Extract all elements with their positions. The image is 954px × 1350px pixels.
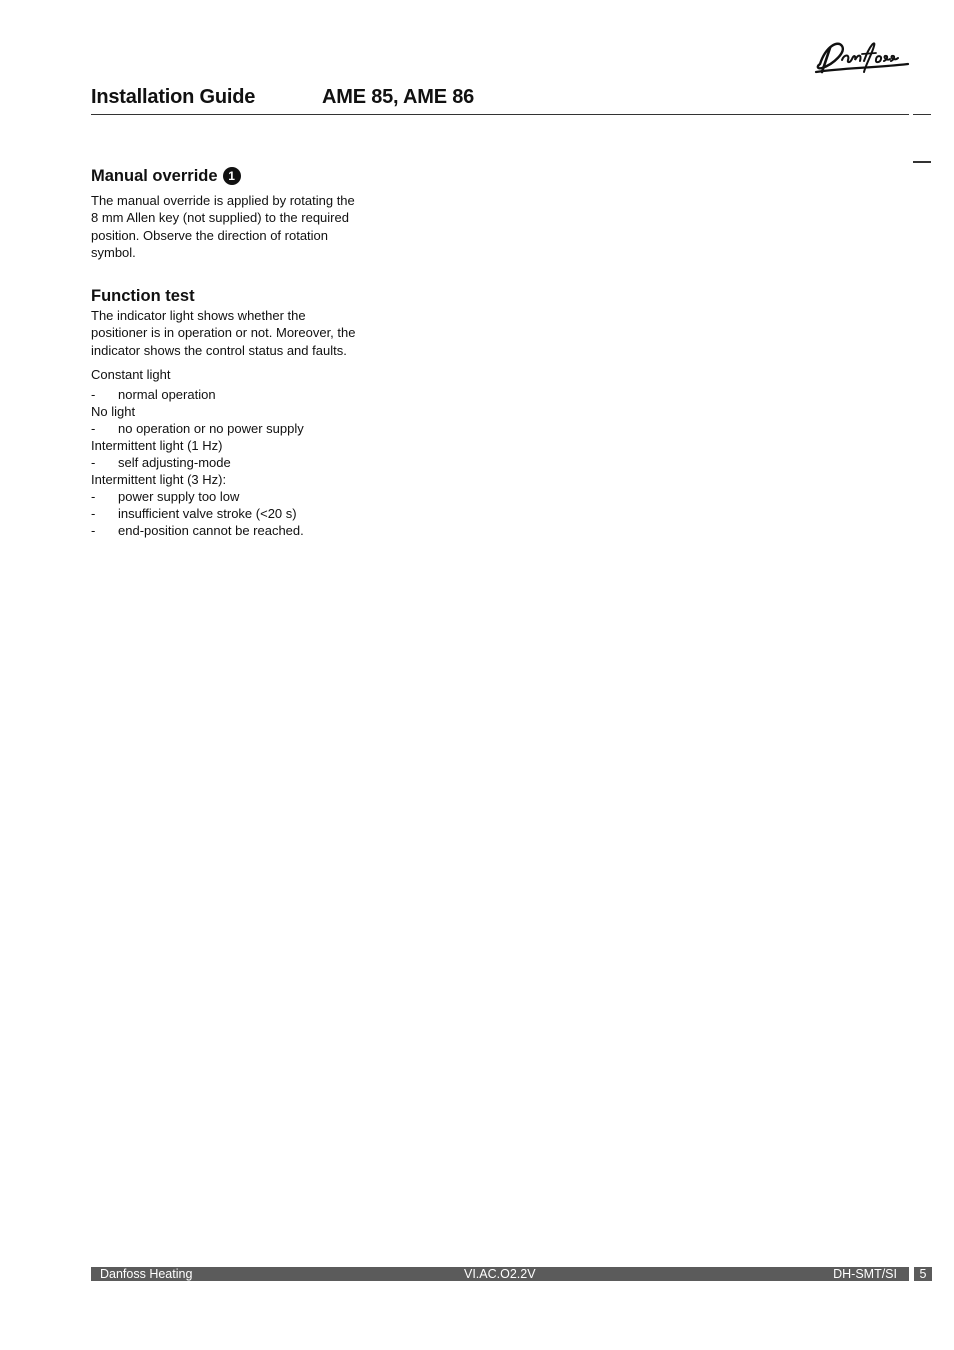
list-item: - normal operation [91, 387, 216, 403]
status-label: Constant light [91, 367, 171, 383]
status-label: Intermittent light (3 Hz): [91, 472, 227, 488]
footer-company: Danfoss Heating [100, 1267, 193, 1281]
footer-doc-code: VI.AC.O2.2V [464, 1267, 536, 1281]
status-label: No light [91, 404, 136, 420]
status-list [91, 454, 361, 471]
list-item: - insufficient valve stroke (<20 s) [91, 506, 297, 522]
function-test-heading: Function test [91, 287, 195, 306]
list-item: - power supply too low [91, 489, 240, 505]
status-list [91, 420, 361, 437]
function-test-text: The indicator light shows whether the positioner is in operation or not. Moreover, the indicator shows the control status and faults. [91, 308, 356, 358]
manual-override-title: Manual override [91, 167, 218, 185]
footer-department: DH-SMT/SI [833, 1267, 897, 1281]
bullet: - [91, 506, 96, 522]
status-list [91, 488, 361, 539]
manual-override-section [91, 165, 361, 261]
function-test-section [91, 285, 361, 539]
list-item: - end-position cannot be reached. [91, 523, 304, 539]
page-number: 5 [914, 1267, 932, 1281]
main-content [91, 165, 361, 539]
list-item: - no operation or no power supply [91, 421, 304, 437]
bullet: - [91, 387, 96, 403]
margin-tick [913, 161, 931, 163]
document-title: Installation Guide [91, 86, 256, 108]
bullet: - [91, 421, 96, 437]
bullet: - [91, 489, 96, 505]
status-list [91, 386, 361, 403]
margin-tick [913, 114, 931, 115]
status-label: Intermittent light (1 Hz) [91, 438, 223, 454]
bullet: - [91, 523, 96, 539]
figure-marker: 1 [223, 167, 241, 185]
manual-override-text: The manual override is applied by rotating the 8 mm Allen key (not supplied) to the required position. Observe the direction of rotation symbol. [91, 193, 355, 260]
danfoss-logo [812, 34, 912, 76]
manual-override-heading [91, 165, 361, 187]
list-item: - self adjusting-mode [91, 455, 231, 471]
bullet: - [91, 455, 96, 471]
footer-bar [91, 1267, 909, 1281]
header-rule [91, 114, 909, 115]
product-model: AME 85, AME 86 [322, 86, 475, 108]
